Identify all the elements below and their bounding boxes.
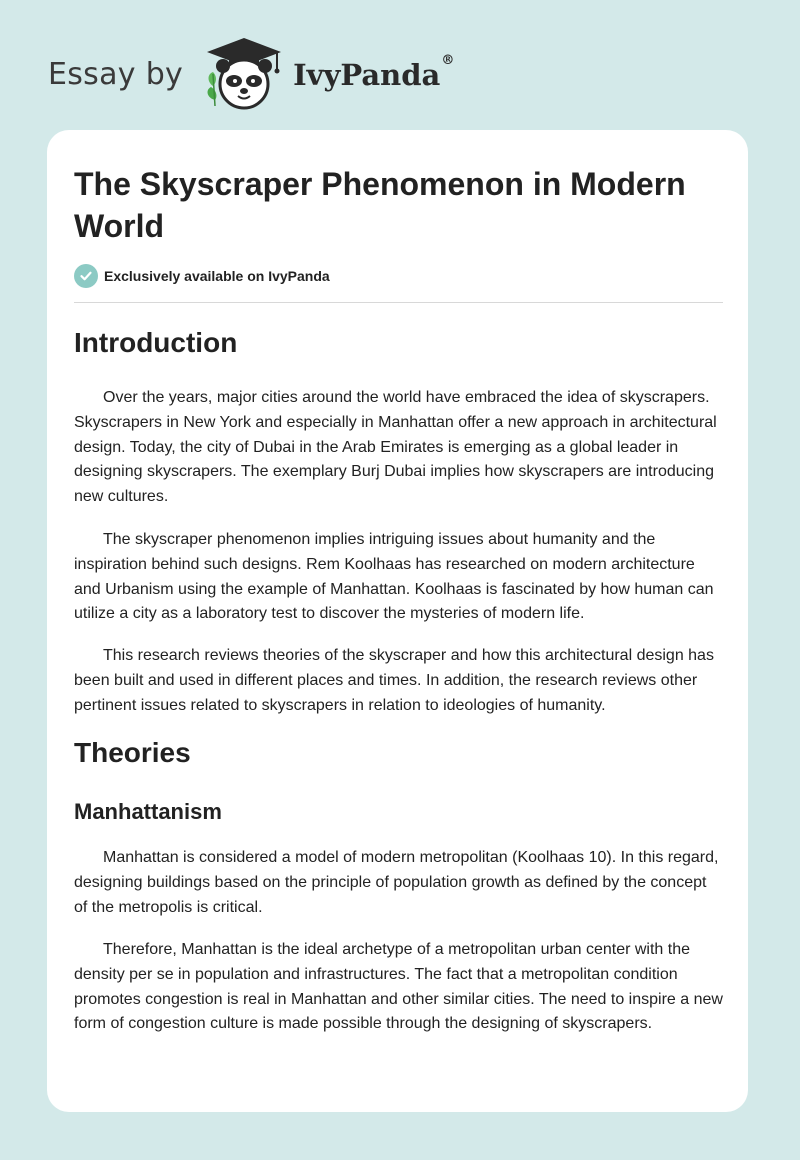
subsection-heading-manhattanism: Manhattanism	[74, 799, 222, 824]
divider	[74, 302, 723, 303]
brand-text: IvyPanda	[293, 58, 441, 92]
section-heading-introduction: Introduction	[74, 327, 238, 358]
check-icon	[74, 264, 98, 288]
essay-by-label: Essay by	[48, 56, 184, 92]
paragraph: The skyscraper phenomenon implies intriguing issues about humanity and the inspiration behind such designs. Rem Koolhaas has researched on modern architecture and Urbanism using the example of Manhattan. Koolhaas is fascinated by how human can utilize a city as a laboratory test to discover the mysteries of modern life.	[74, 531, 714, 623]
brand-name[interactable]	[293, 53, 455, 92]
essay-title: The Skyscraper Phenomenon in Modern World	[74, 166, 686, 244]
essay-card	[47, 130, 748, 1112]
registered-mark: ®	[441, 53, 455, 69]
panda-logo-icon[interactable]	[199, 34, 289, 114]
paragraph: This research reviews theories of the skyscraper and how this architectural design has been built and used in different places and times. In addition, the research reviews other pertinent issues related to skyscrapers in relation to ideologies of humanity.	[74, 647, 714, 714]
paragraph: Over the years, major cities around the world have embraced the idea of skyscrapers. Skyscrapers in New York and especially in Manhattan offer a new approach in architectural design. Today, the city of Dubai in the Arab Emirates is emerging as a global leader in designing skyscrapers. The exemplary Burj Dubai implies how skyscrapers are introducing new cultures.	[74, 389, 717, 506]
section-heading-theories: Theories	[74, 737, 191, 768]
paragraph: Manhattan is considered a model of modern metropolitan (Koolhaas 10). In this regard, designing buildings based on the principle of population growth as defined by the concept of the metropolis is critical.	[74, 849, 719, 916]
site-header	[48, 34, 454, 114]
exclusive-label: Exclusively available on IvyPanda	[104, 268, 330, 284]
exclusive-badge	[74, 264, 330, 288]
paragraph: Therefore, Manhattan is the ideal archetype of a metropolitan urban center with the density per se in population and infrastructures. The fact that a metropolitan condition promotes congestion is real in Manhattan and other similar cities. The need to inspire a new form of congestion culture is made possible through the designing of skyscrapers.	[74, 941, 723, 1033]
